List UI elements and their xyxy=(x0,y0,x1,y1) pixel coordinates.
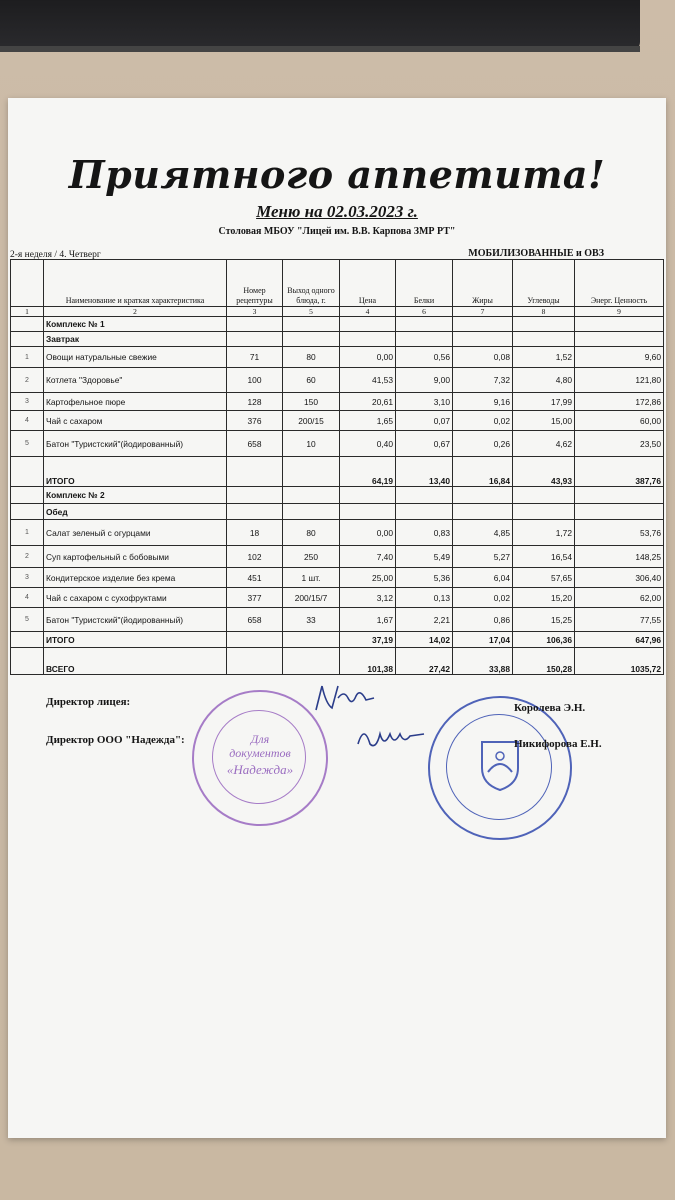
complex-2-title: Комплекс № 2 xyxy=(44,487,227,504)
table-row xyxy=(11,393,664,411)
recipe-number: 451 xyxy=(227,568,283,588)
menu-sheet xyxy=(8,98,666,1138)
row-index: 4 xyxy=(11,588,44,608)
price-cell: 0,00 xyxy=(340,520,396,546)
dish-name: Кондитерское изделие без крема xyxy=(44,568,227,588)
stamp-text: Для xyxy=(250,732,270,746)
grand-total-price: 101,38 xyxy=(340,648,396,675)
week-day: 2-я неделя / 4. Четверг xyxy=(10,250,101,260)
carbs-cell: 15,25 xyxy=(513,608,575,632)
complex-1-title: Комплекс № 1 xyxy=(44,317,227,332)
header-energy: Энерг. Ценность xyxy=(575,260,664,307)
director-signature xyxy=(308,680,388,716)
row-index: 1 xyxy=(11,520,44,546)
dish-name: Чай с сахаром xyxy=(44,411,227,431)
table-row xyxy=(11,588,664,608)
header-recipe: Номер рецептуры xyxy=(227,260,283,307)
fat-cell: 5,27 xyxy=(453,546,513,568)
energy-cell: 62,00 xyxy=(575,588,664,608)
recipe-number: 100 xyxy=(227,368,283,393)
total-price: 64,19 xyxy=(340,457,396,487)
colnum: 1 xyxy=(11,307,44,317)
fat-cell: 0,02 xyxy=(453,411,513,431)
row-index: 3 xyxy=(11,568,44,588)
table-row xyxy=(11,431,664,457)
dish-name: Суп картофельный с бобовыми xyxy=(44,546,227,568)
carbs-cell: 16,54 xyxy=(513,546,575,568)
fat-cell: 0,02 xyxy=(453,588,513,608)
energy-cell: 121,80 xyxy=(575,368,664,393)
recipe-number: 128 xyxy=(227,393,283,411)
complex-header-row xyxy=(11,487,664,504)
carbs-cell: 1,52 xyxy=(513,347,575,368)
row-index: 5 xyxy=(11,431,44,457)
row-index: 1 xyxy=(11,347,44,368)
meal-header-row xyxy=(11,332,664,347)
header-carbs: Углеводы xyxy=(513,260,575,307)
table-row xyxy=(11,411,664,431)
dish-name: Батон "Туристский"(йодированный) xyxy=(44,431,227,457)
row-index: 4 xyxy=(11,411,44,431)
dish-name: Картофельное пюре xyxy=(44,393,227,411)
dish-name: Батон "Туристский"(йодированный) xyxy=(44,608,227,632)
grand-total-protein: 27,42 xyxy=(396,648,453,675)
price-cell: 0,00 xyxy=(340,347,396,368)
recipe-number: 377 xyxy=(227,588,283,608)
price-cell: 25,00 xyxy=(340,568,396,588)
company-director-label: Директор ООО "Надежда": xyxy=(46,734,185,746)
grand-total-carbs: 150,28 xyxy=(513,648,575,675)
colnum: 2 xyxy=(44,307,227,317)
recipe-number: 71 xyxy=(227,347,283,368)
protein-cell: 5,49 xyxy=(396,546,453,568)
row-index: 3 xyxy=(11,393,44,411)
portion-output: 80 xyxy=(283,347,340,368)
recipe-number: 18 xyxy=(227,520,283,546)
row-index: 2 xyxy=(11,546,44,568)
dish-name: Чай с сахаром с сухофруктами xyxy=(44,588,227,608)
carbs-cell: 4,62 xyxy=(513,431,575,457)
carbs-cell: 1,72 xyxy=(513,520,575,546)
recipe-number: 658 xyxy=(227,608,283,632)
price-cell: 3,12 xyxy=(340,588,396,608)
table-row xyxy=(11,368,664,393)
carbs-cell: 15,20 xyxy=(513,588,575,608)
fat-cell: 0,08 xyxy=(453,347,513,368)
row-index: 2 xyxy=(11,368,44,393)
protein-cell: 0,13 xyxy=(396,588,453,608)
total-carbs: 106,36 xyxy=(513,632,575,648)
portion-output: 1 шт. xyxy=(283,568,340,588)
recipe-number: 376 xyxy=(227,411,283,431)
column-numbers-row xyxy=(11,307,664,317)
recipe-number: 658 xyxy=(227,431,283,457)
total-label: ИТОГО xyxy=(44,457,227,487)
fat-cell: 6,04 xyxy=(453,568,513,588)
price-cell: 0,40 xyxy=(340,431,396,457)
total-price: 37,19 xyxy=(340,632,396,648)
colnum: 3 xyxy=(227,307,283,317)
grand-total-fat: 33,88 xyxy=(453,648,513,675)
total-protein: 13,40 xyxy=(396,457,453,487)
total-carbs: 43,93 xyxy=(513,457,575,487)
total-energy: 647,96 xyxy=(575,632,664,648)
total-row xyxy=(11,457,664,487)
price-cell: 41,53 xyxy=(340,368,396,393)
category-label: МОБИЛИЗОВАННЫЕ и ОВЗ xyxy=(468,248,604,259)
total-fat: 16,84 xyxy=(453,457,513,487)
total-protein: 14,02 xyxy=(396,632,453,648)
price-cell: 1,67 xyxy=(340,608,396,632)
grand-total-energy: 1035,72 xyxy=(575,648,664,675)
total-row xyxy=(11,632,664,648)
total-energy: 387,76 xyxy=(575,457,664,487)
recipe-number: 102 xyxy=(227,546,283,568)
carbs-cell: 4,80 xyxy=(513,368,575,393)
dish-name: Овощи натуральные свежие xyxy=(44,347,227,368)
school-name: Столовая МБОУ "Лицей им. В.В. Карпова ЗМР РТ" xyxy=(218,226,456,237)
total-fat: 17,04 xyxy=(453,632,513,648)
portion-output: 60 xyxy=(283,368,340,393)
carbs-cell: 17,99 xyxy=(513,393,575,411)
price-cell: 7,40 xyxy=(340,546,396,568)
fat-cell: 9,16 xyxy=(453,393,513,411)
colnum: 7 xyxy=(453,307,513,317)
total-label: ИТОГО xyxy=(44,632,227,648)
header-row xyxy=(11,260,664,307)
energy-cell: 23,50 xyxy=(575,431,664,457)
fat-cell: 0,86 xyxy=(453,608,513,632)
grand-total-label: ВСЕГО xyxy=(44,648,227,675)
portion-output: 80 xyxy=(283,520,340,546)
energy-cell: 53,76 xyxy=(575,520,664,546)
table-row xyxy=(11,608,664,632)
colnum: 4 xyxy=(340,307,396,317)
protein-cell: 0,67 xyxy=(396,431,453,457)
company-director-name: Никифорова Е.Н. xyxy=(514,738,602,750)
protein-cell: 9,00 xyxy=(396,368,453,393)
table-row xyxy=(11,347,664,368)
grand-total-row xyxy=(11,648,664,675)
portion-output: 200/15 xyxy=(283,411,340,431)
fat-cell: 4,85 xyxy=(453,520,513,546)
header-price: Цена xyxy=(340,260,396,307)
header-fat: Жиры xyxy=(453,260,513,307)
meal-header-row xyxy=(11,504,664,520)
header-output: Выход одного блюда, г. xyxy=(283,260,340,307)
protein-cell: 5,36 xyxy=(396,568,453,588)
portion-output: 250 xyxy=(283,546,340,568)
colnum: 8 xyxy=(513,307,575,317)
protein-cell: 0,07 xyxy=(396,411,453,431)
fat-cell: 0,26 xyxy=(453,431,513,457)
table-row xyxy=(11,568,664,588)
protein-cell: 2,21 xyxy=(396,608,453,632)
energy-cell: 148,25 xyxy=(575,546,664,568)
fat-cell: 7,32 xyxy=(453,368,513,393)
energy-cell: 77,55 xyxy=(575,608,664,632)
header-protein: Белки xyxy=(396,260,453,307)
header-index xyxy=(11,260,44,307)
protein-cell: 3,10 xyxy=(396,393,453,411)
colnum: 5 xyxy=(283,307,340,317)
menu-table xyxy=(10,259,664,675)
company-signature xyxy=(354,720,434,754)
menu-date: Меню на 02.03.2023 г. xyxy=(256,202,418,221)
energy-cell: 172,86 xyxy=(575,393,664,411)
complex-header-row xyxy=(11,317,664,332)
energy-cell: 306,40 xyxy=(575,568,664,588)
dish-name: Котлета "Здоровье" xyxy=(44,368,227,393)
row-index: 5 xyxy=(11,608,44,632)
page-title: Приятного аппетита! xyxy=(68,152,606,197)
portion-output: 33 xyxy=(283,608,340,632)
table-row xyxy=(11,546,664,568)
meal-breakfast-title: Завтрак xyxy=(44,332,227,347)
carbs-cell: 15,00 xyxy=(513,411,575,431)
stamp-text: «Надежда» xyxy=(226,762,294,777)
laptop-edge xyxy=(0,0,640,52)
carbs-cell: 57,65 xyxy=(513,568,575,588)
price-cell: 1,65 xyxy=(340,411,396,431)
protein-cell: 0,56 xyxy=(396,347,453,368)
director-name: Королева Э.Н. xyxy=(514,702,586,714)
director-label: Директор лицея: xyxy=(46,696,131,708)
energy-cell: 60,00 xyxy=(575,411,664,431)
header-name: Наименование и краткая характеристика xyxy=(44,260,227,307)
meal-lunch-title: Обед xyxy=(44,504,227,520)
portion-output: 150 xyxy=(283,393,340,411)
school-stamp xyxy=(428,696,572,840)
dish-name: Салат зеленый с огурцами xyxy=(44,520,227,546)
colnum: 6 xyxy=(396,307,453,317)
price-cell: 20,61 xyxy=(340,393,396,411)
portion-output: 200/15/7 xyxy=(283,588,340,608)
table-row xyxy=(11,520,664,546)
stamp-text: документов xyxy=(229,746,291,760)
protein-cell: 0,83 xyxy=(396,520,453,546)
portion-output: 10 xyxy=(283,431,340,457)
colnum: 9 xyxy=(575,307,664,317)
energy-cell: 9,60 xyxy=(575,347,664,368)
